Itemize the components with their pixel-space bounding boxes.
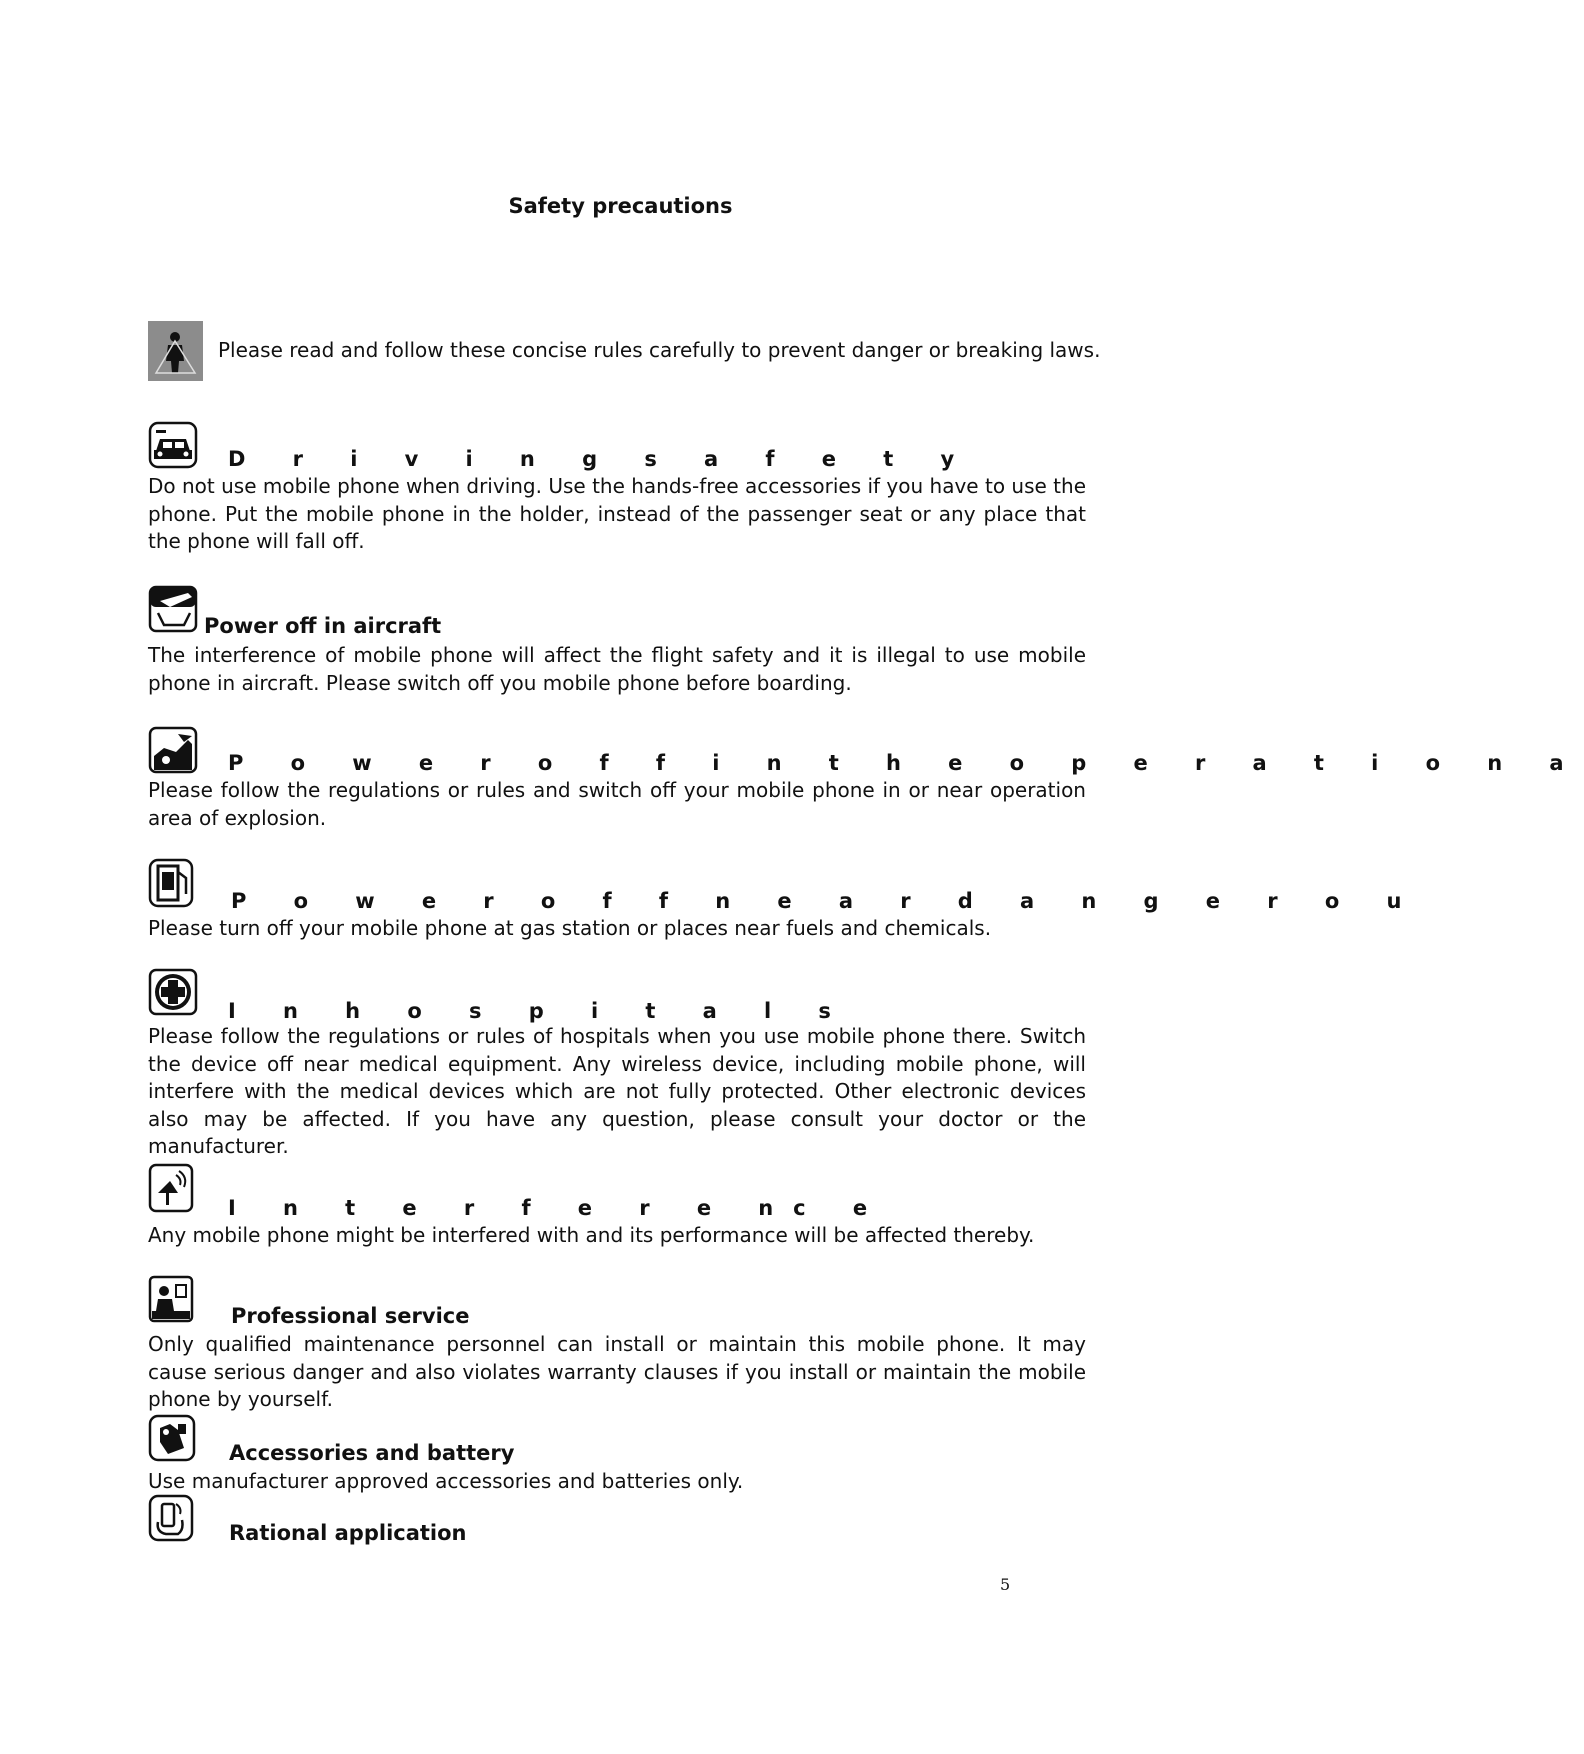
section-body-professional-service: Only qualified maintenance personnel can install or maintain this mobile phone. It may cause serious danger and also violates warranty clauses if you install or maintain the mobile phone by yourself. [148, 1332, 1086, 1411]
section-heading-rational-application: Rational application [229, 1521, 467, 1545]
hospital-cross-icon [148, 968, 198, 1018]
section-body-driving: Do not use mobile phone when driving. Use the hands-free accessories if you have to use the phone. Put the mobile phone in the holder, instead of the passenger seat or any place that the phone will fall off. [148, 474, 1086, 553]
section-body-accessories: Use manufacturer approved accessories and batteries only. [148, 1469, 744, 1493]
explosion-icon [148, 726, 198, 776]
intro-text: Please read and follow these concise rules carefully to prevent danger or breaking laws. [218, 338, 1101, 362]
section-body-dangerous: Please turn off your mobile phone at gas station or places near fuels and chemicals. [148, 916, 992, 940]
section-heading-hospitals: I n h o s p i t a l s [228, 999, 851, 1023]
battery-accessory-icon [148, 1414, 196, 1464]
car-icon [148, 421, 198, 471]
section-body-hospitals: Please follow the regulations or rules of hospitals when you use mobile phone there. Switch the device off near medical equipment. Any wireless device, including mobile phone, will interfere with the medical devices which are not fully protected. Other electronic devices also may be affected. If you have any question, please consult your doctor or the manufacturer. [148, 1024, 1086, 1158]
page-number: 5 [1000, 1575, 1011, 1594]
section-heading-dangerous: P o w e r o f f n e a r d a n g e r o u [231, 889, 1422, 913]
section-heading-interference: I n t e r f e r e nc e [228, 1196, 888, 1220]
airplane-icon [148, 585, 198, 635]
technician-icon [148, 1275, 194, 1325]
signal-interference-icon [148, 1163, 194, 1213]
section-heading-driving: D r i v i n g s a f e t y [228, 447, 975, 471]
gas-pump-icon [148, 858, 194, 908]
person-warning-icon [148, 321, 203, 381]
section-heading-accessories: Accessories and battery [229, 1441, 515, 1465]
page-title: Safety precautions [508, 194, 733, 218]
section-body-aircraft: The interference of mobile phone will affect the flight safety and it is illegal to use mobile phone in aircraft. Please switch off you mobile phone before boarding. [148, 643, 1086, 695]
section-body-interference: Any mobile phone might be interfered with and its performance will be affected thereby. [148, 1223, 1035, 1247]
section-heading-professional-service: Professional service [231, 1304, 470, 1328]
hand-phone-icon [148, 1494, 194, 1544]
section-heading-aircraft: Power off in aircraft [204, 614, 442, 638]
section-body-operation-area: Please follow the regulations or rules and switch off your mobile phone in or near operation area of explosion. [148, 778, 1086, 830]
section-heading-operation-area: P o w e r o f f i n t h e o p e r a t i o n a [228, 751, 1584, 775]
